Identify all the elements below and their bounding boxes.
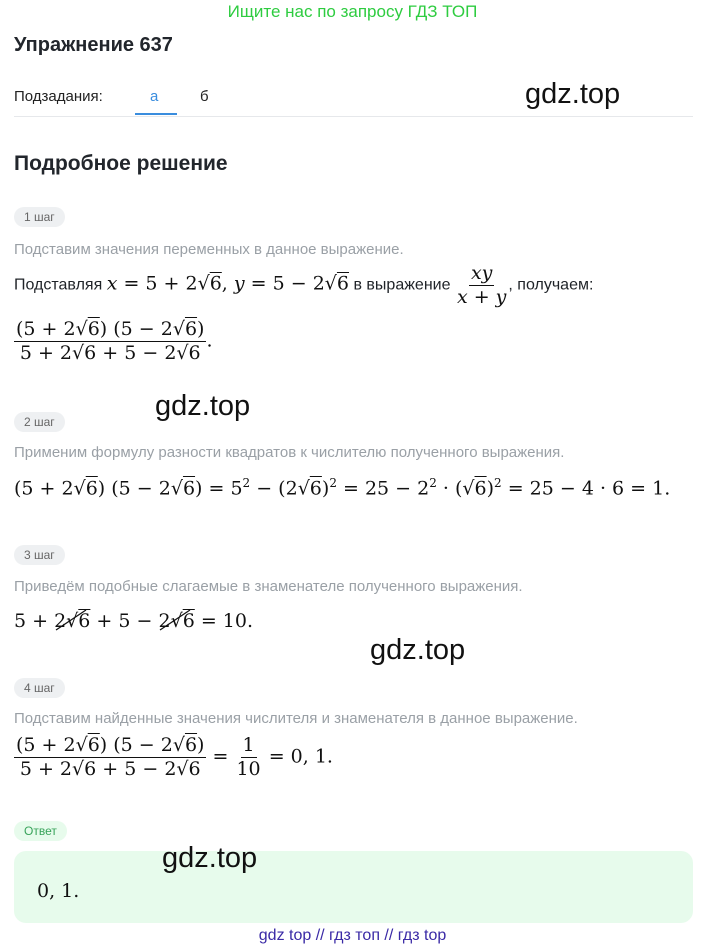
- tab-a[interactable]: а: [150, 88, 159, 105]
- step-text: , получаем:: [508, 276, 594, 294]
- answer-value: 0, 1.: [37, 880, 80, 902]
- solution-heading: Подробное решение: [14, 152, 228, 175]
- answer-badge: Ответ: [14, 821, 67, 841]
- active-tab-indicator: [135, 113, 177, 115]
- step-badge: 3 шаг: [14, 545, 65, 565]
- watermark: gdz.top: [370, 634, 466, 666]
- watermark: gdz.top: [525, 78, 621, 110]
- step-1-result: $\frac{(5 + 2√6) (5 - 2√6)}{5 + 2√6 + 5 - 2√6}$ .: [16, 318, 213, 364]
- step-hint: Приведём подобные слагаемые в знаменателе полученного выражения.: [14, 578, 523, 595]
- watermark: gdz.top: [155, 390, 251, 422]
- step-badge: 2 шаг: [14, 412, 65, 432]
- divider: [14, 116, 693, 117]
- step-1-formula: Подставляя x = 5 + 2√6, y = 5 − 2√6 в выражение $\frac{xy}{x + y}$ , получаем:: [14, 262, 594, 308]
- step-2-formula: (5 + 2√6) $(5 - 2√6) = 5^2 - (2√6)^2 = 25 - 2^2 \cdot (√6)^2 = 25 - 4 \cdot 6 = 1$.: [14, 476, 671, 500]
- step-hint: Подставим найденные значения числителя и знаменателя в данное выражение.: [14, 710, 578, 727]
- subtasks-label: Подзадания:: [14, 88, 103, 105]
- tab-b[interactable]: б: [200, 88, 209, 105]
- step-hint: Подставим значения переменных в данное выражение.: [14, 241, 404, 258]
- step-4-formula: $\frac{(5 + 2√6) (5 - 2√6)}{5 + 2√6 + 5 - 2√6}$ = $\frac{1}{10}$ = 0, 1.: [16, 734, 333, 780]
- watermark: gdz.top: [162, 842, 258, 874]
- answer-box: [14, 851, 693, 923]
- search-banner: Ищите нас по запросу ГДЗ ТОП: [227, 2, 478, 21]
- step-3-formula: 5 + 2√6 + 5 − 2√6 = 10.: [14, 610, 253, 632]
- page-title: Упражнение 637: [14, 34, 173, 56]
- footer-links[interactable]: gdz top // гдз топ // гдз top: [258, 927, 447, 944]
- step-badge: 4 шаг: [14, 678, 65, 698]
- step-text: Подставляя: [14, 276, 103, 294]
- step-badge: 1 шаг: [14, 207, 65, 227]
- step-text: в выражение: [353, 276, 451, 294]
- step-hint: Применим формулу разности квадратов к числителю полученного выражения.: [14, 444, 565, 461]
